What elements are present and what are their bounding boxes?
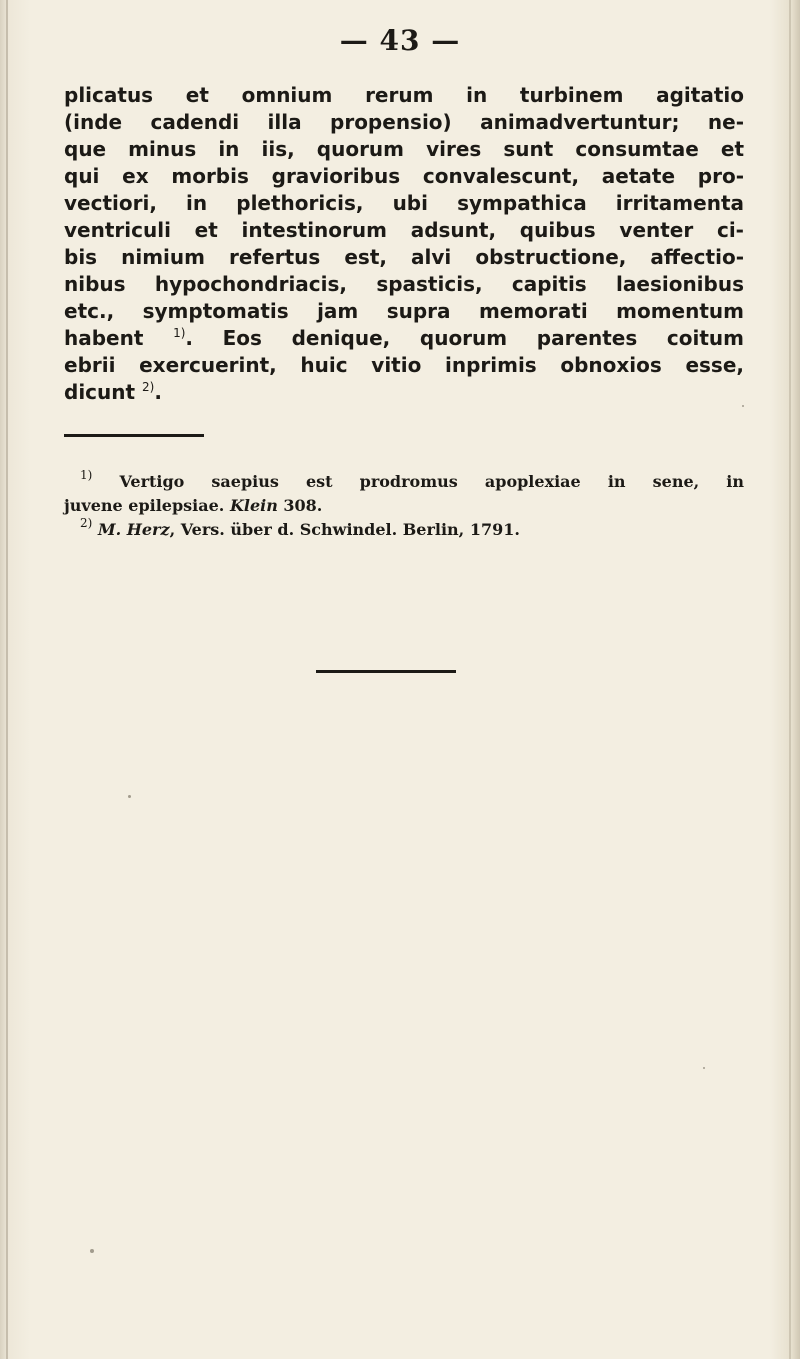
text-fragment: habent	[64, 326, 144, 350]
text-line: plicatus et omnium rerum in turbinem agitatio	[64, 83, 744, 107]
footnote-ref-1[interactable]: 1)	[173, 326, 186, 340]
footnote-marker: 2)	[80, 516, 93, 530]
paper-speck	[703, 1067, 705, 1069]
text-line: nibus hypochondriacis, spasticis, capitis laesionibus	[64, 272, 744, 296]
text-line: etc., symptomatis jam supra memorati momentum	[64, 299, 744, 323]
page-edge-right	[789, 0, 791, 1359]
text-line: ebrii exercuerint, huic vitio inprimis obnoxios esse,	[64, 353, 744, 377]
text-line	[64, 325, 744, 352]
end-rule	[316, 670, 456, 673]
footnote-ref-2[interactable]: 2)	[142, 380, 155, 394]
text-fragment: dicunt	[64, 380, 136, 404]
text-line: que minus in iis, quorum vires sunt consumtae et	[64, 137, 744, 161]
footnote-author: Klein	[229, 496, 278, 515]
footnote-1	[64, 470, 744, 494]
text-line	[64, 379, 744, 406]
footnote-text: , Vers. über d. Schwindel. Berlin, 1791.	[169, 520, 520, 539]
text-fragment: . Eos denique, quorum parentes coitum	[185, 326, 744, 350]
footnotes	[64, 470, 744, 542]
footnote-page: 308.	[283, 496, 323, 515]
text-line: ventriculi et intestinorum adsunt, quibus venter ci-	[64, 218, 744, 242]
main-paragraph	[64, 82, 744, 406]
text-fragment: .	[154, 380, 162, 404]
page-edge-left	[6, 0, 8, 1359]
text-line: vectiori, in plethoricis, ubi sympathica irritamenta	[64, 191, 744, 215]
footnote-1-continued	[64, 494, 744, 518]
text-line: qui ex morbis gravioribus convalescunt, aetate pro-	[64, 164, 744, 188]
text-line: (inde cadendi illa propensio) animadvertuntur; ne-	[64, 110, 744, 134]
paper-speck	[742, 405, 744, 407]
footnote-2	[64, 518, 744, 542]
footnote-text: Vertigo saepius est prodromus apoplexiae in sene, in	[119, 472, 745, 491]
footnote-marker: 1)	[80, 468, 93, 482]
footnote-author: M. Herz	[97, 520, 170, 539]
footnote-text: juvene epilepsiae.	[64, 496, 225, 515]
page-number: — 43 —	[339, 24, 461, 57]
paper-speck	[90, 1249, 94, 1253]
text-line: bis nimium refertus est, alvi obstructione, affectio-	[64, 245, 744, 269]
paper-speck	[128, 795, 131, 798]
footnote-separator	[64, 434, 204, 437]
